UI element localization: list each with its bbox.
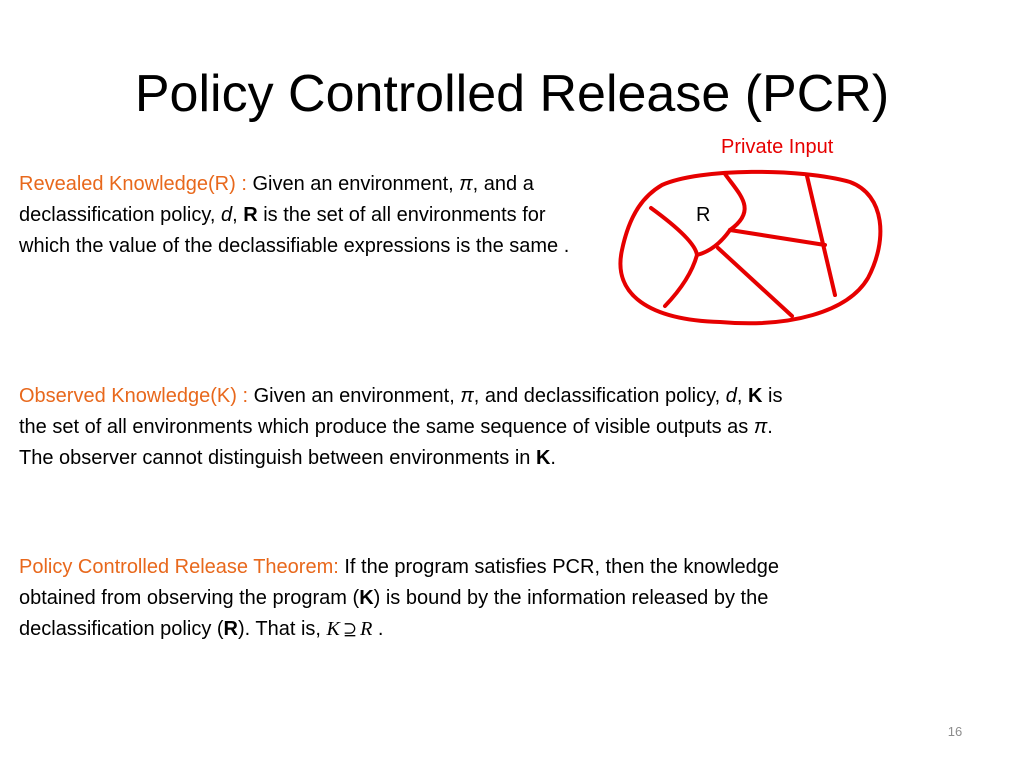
revealed-policy-d: d (220, 204, 233, 226)
observed-text-4: is the set of all environments which produce the same sequence of visible outputs as (19, 385, 783, 438)
revealed-pi-symbol: π (459, 173, 473, 195)
revealed-text-1: Given an environment, (246, 173, 460, 195)
private-input-partition-diagram (610, 160, 900, 340)
observed-knowledge-paragraph (19, 381, 809, 474)
revealed-knowledge-paragraph (19, 169, 579, 262)
diagram-partition-lower-left (665, 255, 697, 306)
diagram-partition-middle (730, 230, 825, 245)
observed-pi-symbol: π (460, 385, 474, 407)
theorem-text-2: ) is bound by the information released by the declassification policy ( (19, 587, 769, 640)
diagram-partition-r-right (725, 174, 745, 230)
observed-text-6: . (550, 447, 556, 469)
private-input-label: Private Input (721, 136, 834, 158)
observed-policy-d: d (725, 385, 737, 407)
observed-text-1: Given an environment, (248, 385, 461, 407)
observed-knowledge-heading: Observed Knowledge(K) : (19, 385, 249, 407)
theorem-set-k: K (359, 587, 374, 609)
theorem-text-4: . (372, 618, 384, 640)
observed-pi-symbol-2: π (753, 416, 768, 438)
theorem-set-r: R (223, 618, 238, 640)
page-number: 16 (947, 724, 963, 739)
diagram-partition-r-left (651, 208, 697, 255)
revealed-text-2: , and a declassification policy, (19, 173, 534, 226)
observed-text-5: . The observer cannot distinguish between environments in (19, 416, 773, 469)
observed-set-k: K (748, 385, 763, 407)
diagram-outer-boundary (620, 172, 880, 323)
diagram-partition-lower-diagonal (718, 248, 792, 316)
diagram-partition-right (807, 176, 835, 295)
diagram-region-r-label: R (696, 204, 711, 226)
theorem-text-1: If the program satisfies PCR, then the knowledge obtained from observing the program ( (19, 556, 780, 609)
revealed-set-r: R (243, 204, 258, 226)
theorem-math-k: K (326, 618, 340, 640)
theorem-superset-symbol: ⊇ (342, 620, 358, 640)
revealed-text-3: , (232, 204, 244, 226)
theorem-text-3: ). That is, (237, 618, 327, 640)
theorem-math-r: R (360, 618, 373, 640)
diagram-partition-r-bottom (697, 230, 730, 255)
slide-title: Policy Controlled Release (PCR) (134, 65, 890, 123)
pcr-theorem-heading: Policy Controlled Release Theorem: (19, 556, 339, 578)
revealed-knowledge-heading: Revealed Knowledge(R) : (19, 173, 247, 195)
revealed-text-4: is the set of all environments for which the value of the declassifiable expressions is the same . (19, 204, 570, 257)
observed-text-3: , (736, 385, 748, 407)
observed-text-2: , and declassification policy, (473, 385, 726, 407)
pcr-theorem-paragraph (19, 552, 799, 646)
observed-set-k-2: K (535, 447, 551, 469)
